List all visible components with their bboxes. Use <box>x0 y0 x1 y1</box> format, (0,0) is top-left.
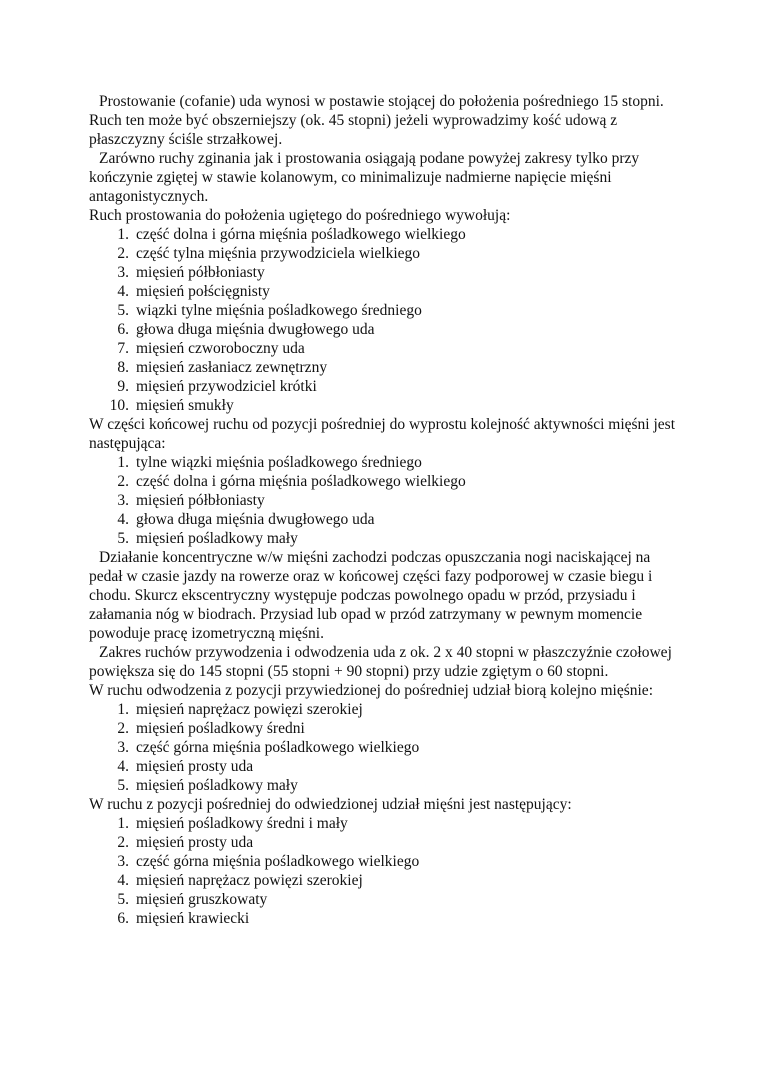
list-item-text: mięsień naprężacz powięzi szerokiej <box>136 701 363 718</box>
list-item-text: mięsień naprężacz powięzi szerokiej <box>136 872 363 889</box>
list-item-text: mięsień pośladkowy średni i mały <box>136 815 348 832</box>
list-item-number: 4. <box>117 283 129 300</box>
list-item <box>89 358 679 377</box>
list-item-text: mięsień pośladkowy mały <box>136 530 298 547</box>
list-item-text: mięsień smukły <box>136 397 234 414</box>
list-item-number: 4. <box>117 872 129 889</box>
list-item-text: tylne wiązki mięśnia pośladkowego średniego <box>136 454 422 471</box>
paragraph-extension-range: Prostowanie (cofanie) uda wynosi w postawie stojącej do położenia pośredniego 15 stopni. Ruch ten może być obszerniejszy (ok. 45 stopni) jeżeli wyprowadzimy kość udową z płaszczyzny ściśle strzałkowej. <box>89 93 664 148</box>
list-item-number: 7. <box>117 340 129 357</box>
list-abduction-to-middle-muscles <box>89 700 679 795</box>
list-item-number: 1. <box>117 815 129 832</box>
list-item <box>89 510 679 529</box>
list-item-text: mięsień zasłaniacz zewnętrzny <box>136 359 328 376</box>
list-item-number: 6. <box>117 321 129 338</box>
list-item-number: 2. <box>117 473 129 490</box>
document-page <box>89 92 679 928</box>
list-item-number: 2. <box>117 720 129 737</box>
list-item <box>89 244 679 263</box>
list-item <box>89 377 679 396</box>
list-item <box>89 852 679 871</box>
list-item-number: 1. <box>117 701 129 718</box>
list-item <box>89 453 679 472</box>
list-item-number: 2. <box>117 245 129 262</box>
list-item-text: mięsień krawiecki <box>136 910 250 927</box>
list-item-number: 1. <box>117 226 129 243</box>
list-item <box>89 757 679 776</box>
list-item-text: część górna mięśnia pośladkowego wielkiego <box>136 739 420 756</box>
list-item <box>89 719 679 738</box>
list-item <box>89 776 679 795</box>
list-item <box>89 491 679 510</box>
list-item <box>89 396 679 415</box>
list-item <box>89 339 679 358</box>
list-item-number: 3. <box>117 739 129 756</box>
paragraph-abduction-intro: W ruchu odwodzenia z pozycji przywiedzionej do pośredniej udział biorą kolejno mięśnie: <box>89 682 653 699</box>
list-item-text: mięsień przywodziciel krótki <box>136 378 317 395</box>
list-item-text: mięsień czworoboczny uda <box>136 340 305 357</box>
list-item-text: część tylna mięśnia przywodziciela wielkiego <box>136 245 421 262</box>
paragraph-abduction-from-middle-intro: W ruchu z pozycji pośredniej do odwiedzionej udział mięśni jest następujący: <box>89 796 572 813</box>
list-item <box>89 814 679 833</box>
list-item <box>89 833 679 852</box>
list-item-number: 5. <box>117 302 129 319</box>
list-item-number: 4. <box>117 511 129 528</box>
list-item <box>89 472 679 491</box>
list-item-text: wiązki tylne mięśnia pośladkowego średniego <box>136 302 422 319</box>
list-item-number: 3. <box>117 492 129 509</box>
list-item-number: 3. <box>117 264 129 281</box>
list-item-text: mięsień półbłoniasty <box>136 492 265 509</box>
list-item-number: 1. <box>117 454 129 471</box>
list-item-number: 6. <box>117 910 129 927</box>
list-final-extension-muscles <box>89 453 679 548</box>
list-extension-muscles <box>89 225 679 415</box>
list-item-number: 3. <box>117 853 129 870</box>
list-item-text: mięsień połścięgnisty <box>136 283 270 300</box>
list-item <box>89 890 679 909</box>
list-item <box>89 909 679 928</box>
paragraph-adduction-abduction-range: Zakres ruchów przywodzenia i odwodzenia uda z ok. 2 x 40 stopni w płaszczyźnie czołowej powiększa się do 145 stopni (55 stopni + 90 stopni) przy udzie zgiętym o 60 stopni. <box>89 644 672 680</box>
list-item-text: głowa długa mięśnia dwugłowego uda <box>136 321 375 338</box>
list-item-text: mięsień półbłoniasty <box>136 264 265 281</box>
list-item <box>89 225 679 244</box>
paragraph-extension-intro: Ruch prostowania do położenia ugiętego do pośredniego wywołują: <box>89 207 511 224</box>
list-item-number: 8. <box>117 359 129 376</box>
list-abduction-from-middle-muscles <box>89 814 679 928</box>
list-item <box>89 301 679 320</box>
list-item-number: 9. <box>117 378 129 395</box>
list-item-text: mięsień prosty uda <box>136 758 254 775</box>
list-item-text: głowa długa mięśnia dwugłowego uda <box>136 511 375 528</box>
list-item-text: mięsień prosty uda <box>136 834 254 851</box>
list-item-number: 5. <box>117 891 129 908</box>
list-item <box>89 700 679 719</box>
list-item-number: 2. <box>117 834 129 851</box>
list-item <box>89 529 679 548</box>
paragraph-flexion-extension-note: Zarówno ruchy zginania jak i prostowania osiągają podane powyżej zakresy tylko przy kończynie zgiętej w stawie kolanowym, co minimalizuje nadmierne napięcie mięśni antagonistycznych. <box>89 150 640 205</box>
list-item-text: część dolna i górna mięśnia pośladkowego wielkiego <box>136 473 466 490</box>
paragraph-contraction-types: Działanie koncentryczne w/w mięśni zachodzi podczas opuszczania nogi naciskającej na pedał w czasie jazdy na rowerze oraz w końcowej części fazy podporowej w czasie biegu i chodu. Skurcz ekscentryczny występuje podczas powolnego opadu w przód, przysiadu i załamania nóg w biodrach. Przysiad lub opad w przód zatrzymany w pewnym momencie powoduje pracę izometryczną mięśni. <box>89 549 653 642</box>
list-item-text: mięsień pośladkowy mały <box>136 777 298 794</box>
paragraph-final-extension-intro: W części końcowej ruchu od pozycji pośredniej do wyprostu kolejność aktywności mięśni jest następująca: <box>89 416 675 452</box>
list-item <box>89 320 679 339</box>
list-item <box>89 871 679 890</box>
list-item-number: 5. <box>117 777 129 794</box>
list-item-number: 10. <box>109 397 129 414</box>
list-item-text: część górna mięśnia pośladkowego wielkiego <box>136 853 420 870</box>
list-item <box>89 738 679 757</box>
list-item-number: 5. <box>117 530 129 547</box>
list-item-text: część dolna i górna mięśnia pośladkowego wielkiego <box>136 226 466 243</box>
list-item-number: 4. <box>117 758 129 775</box>
list-item-text: mięsień pośladkowy średni <box>136 720 305 737</box>
list-item-text: mięsień gruszkowaty <box>136 891 268 908</box>
list-item <box>89 282 679 301</box>
list-item <box>89 263 679 282</box>
